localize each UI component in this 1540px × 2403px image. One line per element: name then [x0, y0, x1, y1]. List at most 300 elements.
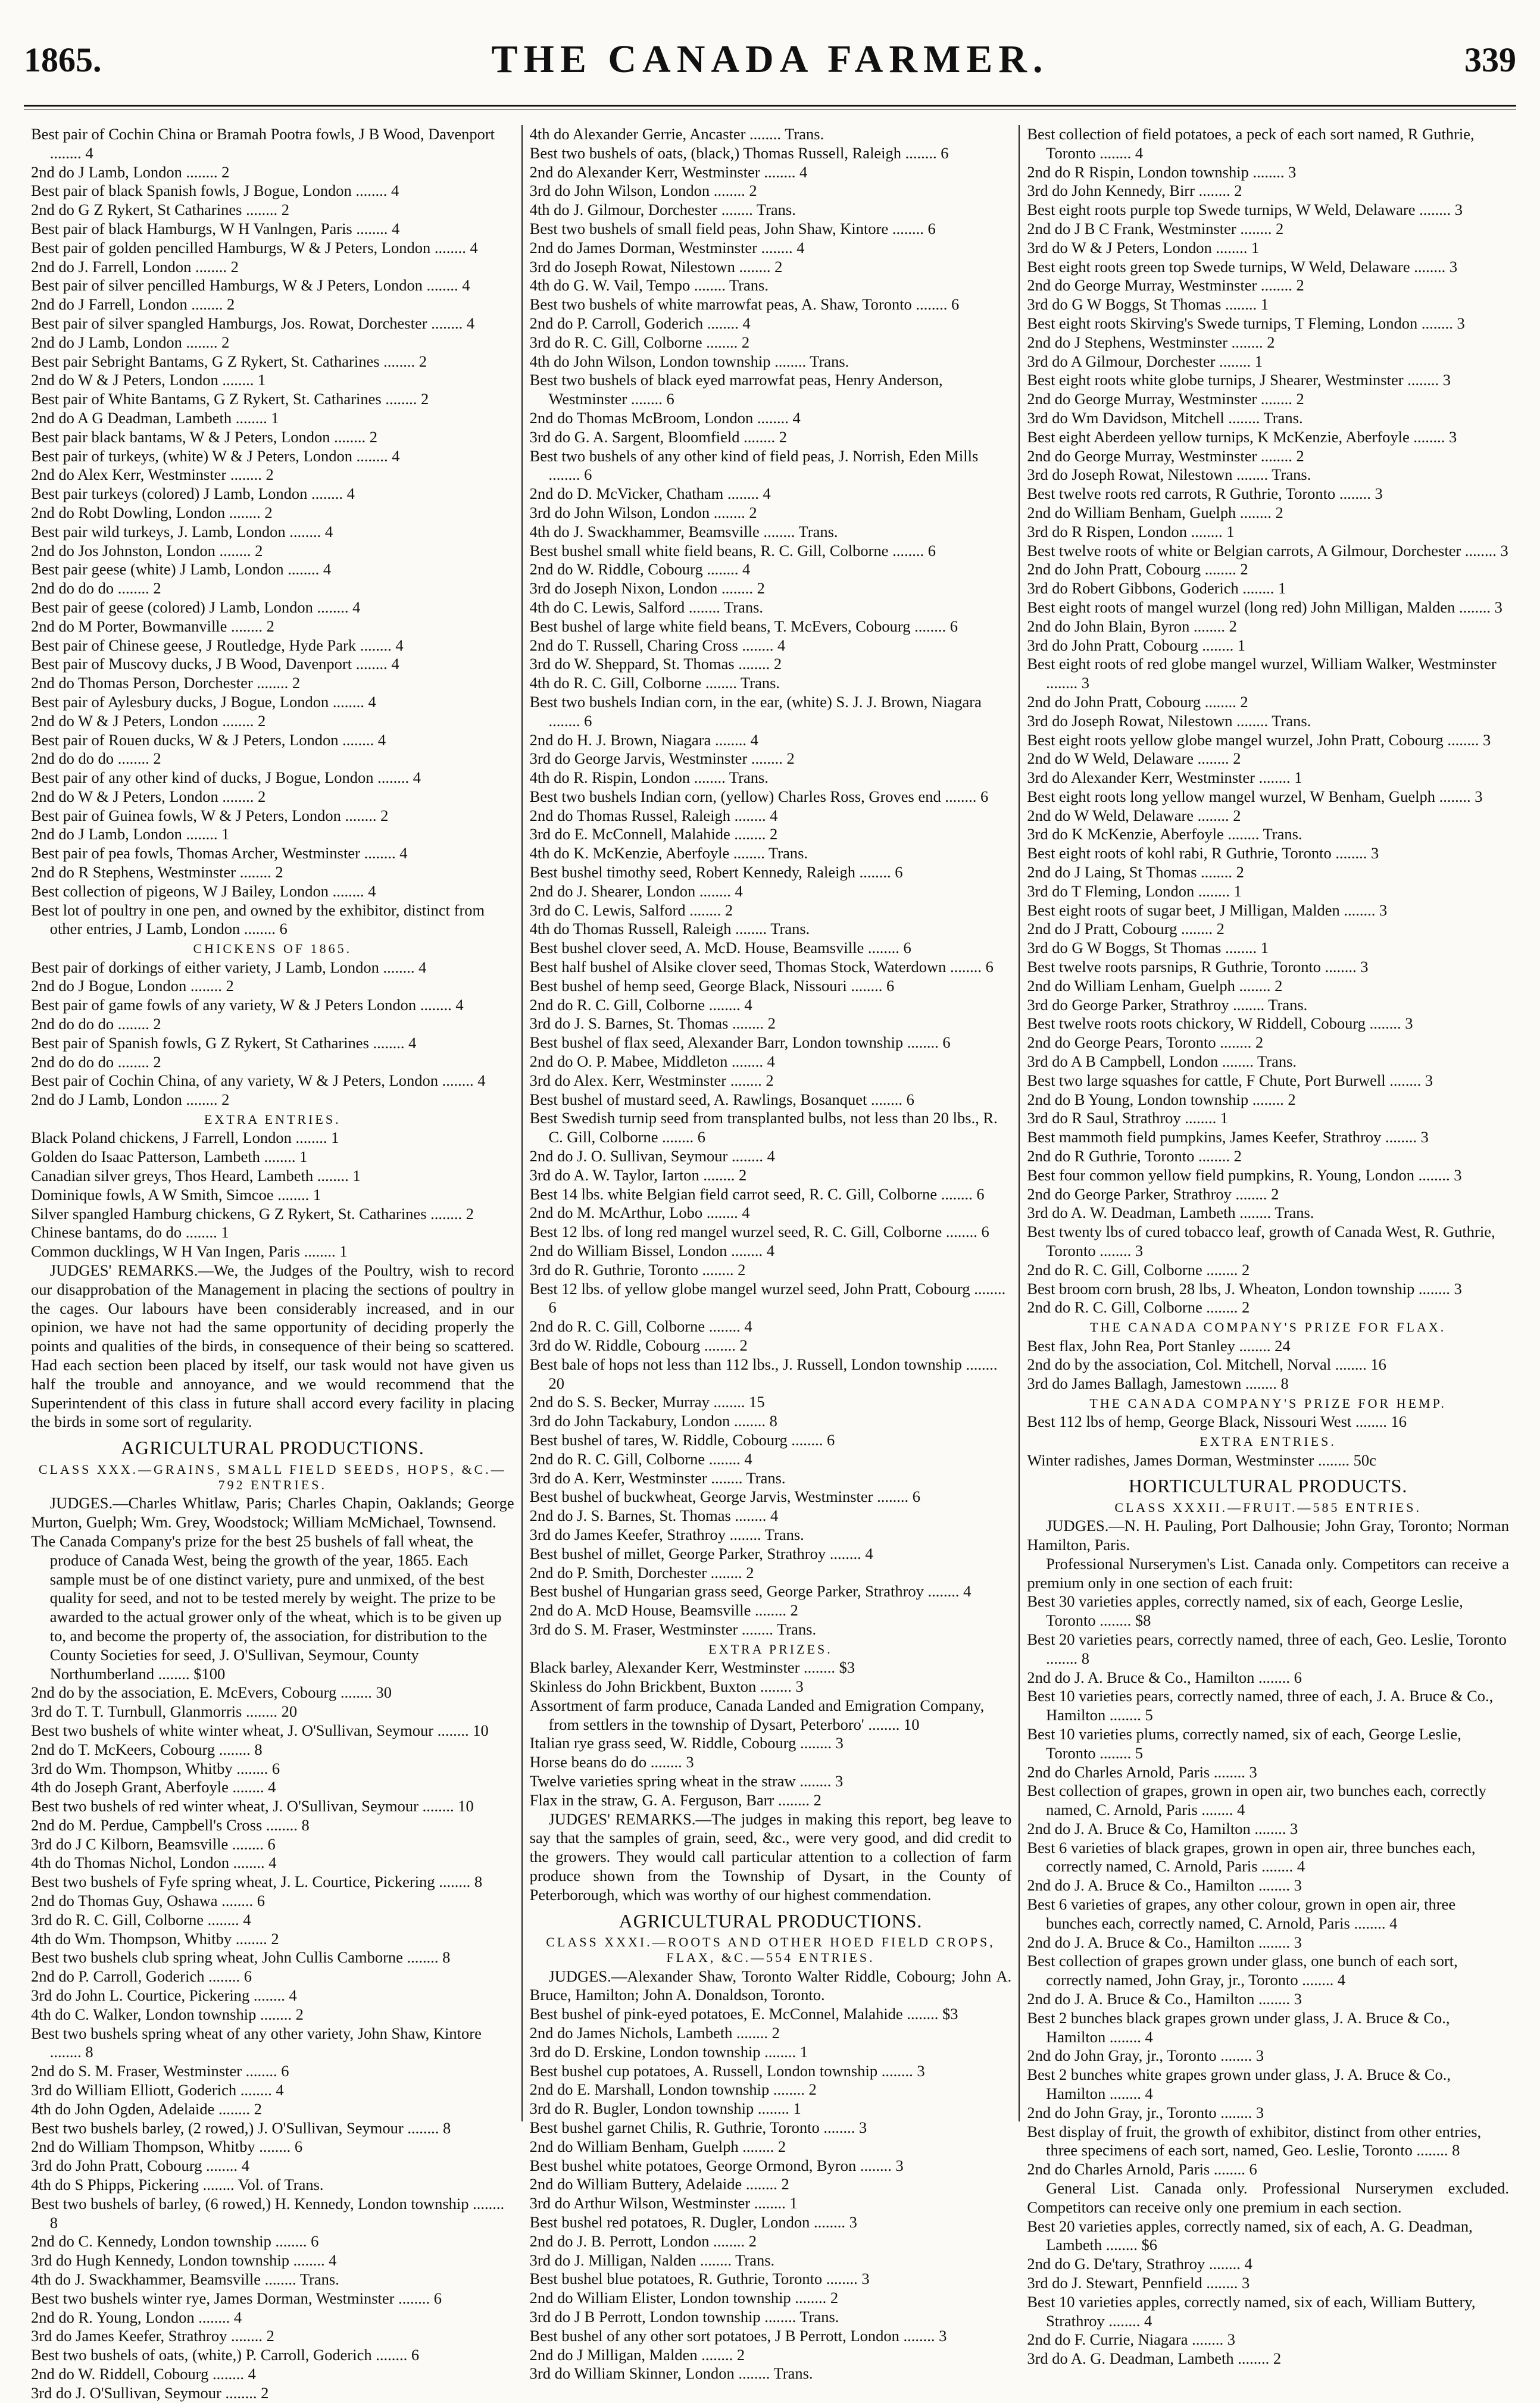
prize-entry: Best twelve roots of white or Belgian carrots, A Gilmour, Dorchester ........ 3: [1027, 541, 1508, 560]
header-rule: [24, 105, 1516, 107]
prize-entry: Best two bushels spring wheat of any other variety, John Shaw, Kintore ........ 8: [31, 2024, 482, 2061]
prize-entry: 2nd do John Blain, Byron ........ 2: [1027, 617, 1237, 635]
prize-entry: 3rd do T. T. Turnbull, Glanmorris ........ 20: [31, 1702, 298, 1721]
prize-entry: Best twenty lbs of cured tobacco leaf, growth of Canada West, R. Guthrie, Toronto ........ 3: [1027, 1223, 1495, 1260]
prize-entry: Best eight roots green top Swede turnips, W Weld, Delaware ........ 3: [1027, 257, 1458, 276]
section-heading: THE CANADA COMPANY'S PRIZE FOR FLAX.: [1090, 1320, 1447, 1335]
prize-entry: 3rd do T Fleming, London ........ 1: [1027, 882, 1242, 900]
prize-entry: Best pair of Muscovy ducks, J B Wood, Davenport ........ 4: [31, 655, 399, 673]
prize-entry: 2nd do G. De'tary, Strathroy ........ 4: [1027, 2255, 1252, 2273]
prize-entry: The Canada Company's prize for the best 25 bushels of fall wheat, the produce of Canada West, being the growth of the year, 1865. Each sample must be of one distinct variety, pure and unmixed, of the best quality for seed, and not to be tested merely by weight. The prize to be awarded to the actual grower only of the wheat, which is to be given up to, and become the property of, the association, for distribution to the County Societies for seed, J. O'Sullivan, Seymour, County Northumberland ........ $100: [31, 1532, 502, 1683]
prize-entry: 3rd do J. Stewart, Pennfield ........ 3: [1027, 2274, 1250, 2292]
prize-entry: 3rd do A Gilmour, Dorchester ........ 1: [1027, 352, 1263, 370]
prize-entry: Best Swedish turnip seed from transplanted bulbs, not less than 20 lbs., R. C. Gill, Colborne ........ 6: [529, 1109, 998, 1146]
prize-entry: 2nd do John Pratt, Cobourg ........ 2: [1027, 692, 1248, 711]
prize-entry: 3rd do G. A. Sargent, Bloomfield ........ 2: [529, 427, 787, 446]
prize-entry: Best collection of grapes grown under glass, one bunch of each sort, correctly named, John Gray, jr., Toronto ........ 4: [1027, 1952, 1458, 1989]
prize-entry: 2nd do J B C Frank, Westminster ........ 2: [1027, 219, 1284, 238]
prize-entry: 2nd do William Thompson, Whitby ........ 6: [31, 2138, 303, 2156]
prize-entry: 2nd do R. C. Gill, Colborne ........ 4: [529, 1449, 752, 1468]
page-header: [24, 24, 1516, 95]
prize-entry: 3rd do William Skinner, London ........ Trans.: [529, 2364, 813, 2383]
prize-entry: Best bushel of pink-eyed potatoes, E. McConnel, Malahide ........ $3: [529, 2005, 958, 2023]
prize-entry: 2nd do do do ........ 2: [31, 749, 161, 768]
prize-entry: Best eight roots yellow globe mangel wurzel, John Pratt, Cobourg ........ 3: [1027, 730, 1491, 749]
prize-entry: Best bushel of mustard seed, A. Rawlings, Bosanquet ........ 6: [529, 1090, 914, 1108]
prize-entry: 2nd do by the association, Col. Mitchell, Norval ........ 16: [1027, 1355, 1386, 1374]
prize-entry: Best pair of Cochin China, of any variety, W & J Peters, London ........ 4: [31, 1071, 486, 1090]
prize-entry: Best 12 lbs. of yellow globe mangel wurzel seed, John Pratt, Cobourg ........ 6: [529, 1279, 1006, 1317]
prize-entry: 3rd do A. W. Taylor, Iarton ........ 2: [529, 1165, 747, 1184]
prize-entry: 4th do S Phipps, Pickering ........ Vol. of Trans.: [31, 2176, 324, 2194]
prize-entry: 3rd do A. Kerr, Westminster ........ Trans.: [529, 1468, 786, 1487]
prize-entry: Best four common yellow field pumpkins, R. Young, London ........ 3: [1027, 1165, 1462, 1184]
prize-entry: 2nd do S. M. Fraser, Westminster ........ 6: [31, 2062, 289, 2080]
prize-entry: Best eight roots of sugar beet, J Milligan, Malden ........ 3: [1027, 901, 1388, 919]
prize-entry: 2nd do Charles Arnold, Paris ........ 6: [1027, 2160, 1257, 2179]
prize-entry: 2nd do George Murray, Westminster ........ 2: [1027, 276, 1304, 295]
prize-entry: Best two bushels club spring wheat, John Cullis Camborne ........ 8: [31, 1948, 451, 1967]
prize-entry: 3rd do James Keefer, Strathroy ........ Trans.: [529, 1525, 804, 1543]
prize-entry: Best pair black bantams, W & J Peters, London ........ 2: [31, 427, 377, 446]
prize-entry: 2nd do do do ........ 2: [31, 1052, 161, 1071]
prize-entry: Black barley, Alexander Kerr, Westminster ........ $3: [529, 1658, 855, 1677]
prize-entry: Best pair Sebright Bantams, G Z Rykert, St. Catharines ........ 2: [31, 352, 427, 370]
prize-entry: Best 6 varieties of grapes, any other colour, grown in open air, three bunches each, correctly named, C. Arnold, Paris ........ 4: [1027, 1895, 1456, 1932]
prize-entry: 2nd do J Lamb, London ........ 2: [31, 163, 230, 181]
prize-entry: Best pair of turkeys, (white) W & J Peters, London ........ 4: [31, 446, 400, 465]
prize-entry: 2nd do W Weld, Delaware ........ 2: [1027, 749, 1241, 768]
prize-entry: 3rd do G W Boggs, St Thomas ........ 1: [1027, 939, 1269, 957]
prize-entry: 2nd do J. A. Bruce & Co., Hamilton ........ 3: [1027, 1933, 1302, 1951]
prize-entry: 2nd do W. Riddle, Cobourg ........ 4: [529, 560, 751, 579]
prize-entry: Twelve varieties spring wheat in the straw ........ 3: [529, 1771, 844, 1790]
prize-entry: Best two bushels of white winter wheat, J. O'Sullivan, Seymour ........ 10: [31, 1721, 489, 1739]
prize-entry: 2nd do R Rispin, London township ........ 3: [1027, 163, 1297, 181]
prize-entry: Best pair of game fowls of any variety, W & J Peters London ........ 4: [31, 996, 464, 1014]
prize-entry: Best pair of Aylesbury ducks, J Bogue, London ........ 4: [31, 692, 376, 711]
prize-entry: 3rd do R. Guthrie, Toronto ........ 2: [529, 1260, 746, 1279]
prize-entry: Best lot of poultry in one pen, and owned by the exhibitor, distinct from other entries, J Lamb, London ........ 6: [31, 901, 485, 938]
prize-entry: 2nd do George Murray, Westminster ........ 2: [1027, 390, 1304, 408]
prize-entry: 2nd do J Milligan, Malden ........ 2: [529, 2345, 745, 2364]
section-heading: EXTRA ENTRIES.: [204, 1112, 341, 1127]
prize-entry: 2nd do John Gray, jr., Toronto ........ 3: [1027, 2103, 1264, 2121]
prize-entry: 3rd do Joseph Rowat, Nilestown ........ Trans.: [1027, 465, 1311, 484]
prize-entry: 2nd do William Bissel, London ........ 4: [529, 1242, 775, 1260]
prize-entry: 2nd do Alex Kerr, Westminster ........ 2: [31, 465, 274, 484]
prize-entry: Best twelve roots red carrots, R Guthrie, Toronto ........ 3: [1027, 485, 1383, 503]
prize-entry: Best 10 varieties pears, correctly named, three of each, J. A. Bruce & Co., Hamilton ........ 5: [1027, 1687, 1494, 1724]
prize-entry: 3rd do John Tackabury, London ........ 8: [529, 1412, 777, 1430]
prize-entry: 3rd do G W Boggs, St Thomas ........ 1: [1027, 295, 1269, 314]
prize-entry: Best eight roots purple top Swede turnips, W Weld, Delaware ........ 3: [1027, 201, 1463, 219]
prize-entry: 2nd do J. A. Bruce & Co., Hamilton ........ 6: [1027, 1668, 1302, 1686]
prize-entry: Best pair of silver pencilled Hamburgs, W & J Peters, London ........ 4: [31, 276, 470, 295]
prize-entry: 2nd do F. Currie, Niagara ........ 3: [1027, 2330, 1235, 2349]
prize-entry: 3rd do W. Riddle, Cobourg ........ 2: [529, 1336, 748, 1354]
prize-entry: 2nd do E. Marshall, London township ........ 2: [529, 2080, 817, 2099]
prize-entry: Best eight roots long yellow mangel wurzel, W Benham, Guelph ........ 3: [1027, 787, 1483, 805]
paragraph: Professional Nurserymen's List. Canada only. Competitors can receive a premium only in one section of each fruit:: [1027, 1554, 1509, 1592]
prize-entry: 3rd do A B Campbell, London ........ Trans.: [1027, 1052, 1297, 1071]
prize-entry: 3rd do Joseph Rowat, Nilestown ........ 2: [529, 257, 783, 276]
issue-year: 1865.: [24, 40, 102, 79]
prize-entry: 2nd do J Lamb, London ........ 1: [31, 825, 230, 843]
prize-entry: 2nd do P. Carroll, Goderich ........ 6: [31, 1967, 252, 1986]
prize-entry: 2nd do T. McKeers, Cobourg ........ 8: [31, 1740, 263, 1758]
prize-entry: 3rd do Alexander Kerr, Westminster ........ 1: [1027, 768, 1302, 787]
prize-entry: 3rd do James Ballagh, Jamestown ........ 8: [1027, 1374, 1289, 1393]
prize-entry: Best 10 varieties plums, correctly named, six of each, George Leslie, Toronto ........ 5: [1027, 1724, 1461, 1762]
prize-entry: 2nd do M Porter, Bowmanville ........ 2: [31, 617, 274, 635]
prize-entry: Best pair of Spanish fowls, G Z Rykert, St Catharines ........ 4: [31, 1033, 417, 1052]
prize-entry: 2nd do do do ........ 2: [31, 1015, 161, 1033]
prize-entry: Skinless do John Brickbent, Buxton ........ 3: [529, 1677, 804, 1695]
prize-entry: 3rd do John Wilson, London ........ 2: [529, 503, 757, 521]
prize-entry: 4th do Joseph Grant, Aberfoyle ........ 4: [31, 1778, 276, 1796]
prize-entry: 2nd do J Pratt, Cobourg ........ 2: [1027, 920, 1224, 938]
prize-entry: Best bushel of hemp seed, George Black, Nissouri ........ 6: [529, 976, 895, 995]
prize-entry: Best mammoth field pumpkins, James Keefer, Strathroy ........ 3: [1027, 1128, 1429, 1146]
prize-entry: Best pair of Rouen ducks, W & J Peters, London ........ 4: [31, 730, 386, 749]
prize-entry: Best pair wild turkeys, J. Lamb, London ........ 4: [31, 522, 333, 540]
prize-entry: 3rd do Hugh Kennedy, London township ........ 4: [31, 2251, 337, 2270]
prize-entry: Best two bushels winter rye, James Dorman, Westminster ........ 6: [31, 2289, 442, 2307]
prize-entry: 2nd do J Bogue, London ........ 2: [31, 977, 234, 995]
column-middle: [521, 125, 1019, 2383]
prize-entry: 2nd do B Young, London township ........ 2: [1027, 1090, 1296, 1108]
prize-entry: Best bushel of flax seed, Alexander Barr, London township ........ 6: [529, 1033, 951, 1052]
prize-entry: 3rd do Arthur Wilson, Westminster ........ 1: [529, 2194, 798, 2213]
prize-entry: 2nd do R. Young, London ........ 4: [31, 2308, 242, 2326]
prize-entry: 3rd do Wm Davidson, Mitchell ........ Trans.: [1027, 408, 1303, 427]
prize-entry: 3rd do C. Lewis, Salford ........ 2: [529, 901, 733, 919]
prize-entry: Best collection of pigeons, W J Bailey, London ........ 4: [31, 882, 376, 900]
prize-entry: Assortment of farm produce, Canada Landed and Emigration Company, from settlers in the township of Dysart, Peterboro' ........ 10: [529, 1696, 985, 1733]
prize-entry: Best bushel of Hungarian grass seed, George Parker, Strathroy ........ 4: [529, 1582, 972, 1601]
prize-entry: 2nd do James Dorman, Westminster ........ 4: [529, 238, 805, 257]
prize-entry: 4th do K. McKenzie, Aberfoyle ........ Trans.: [529, 844, 808, 863]
section-heading: AGRICULTURAL PRODUCTIONS.: [120, 1437, 424, 1459]
prize-entry: 4th do John Ogden, Adelaide ........ 2: [31, 2099, 262, 2118]
prize-entry: Best pair of black Hamburgs, W H Vanlngen, Paris ........ 4: [31, 219, 400, 238]
prize-entry: Italian rye grass seed, W. Riddle, Cobourg ........ 3: [529, 1734, 844, 1752]
prize-entry: 2nd do R. C. Gill, Colborne ........ 4: [529, 995, 752, 1014]
prize-entry: 2nd do W. Riddell, Cobourg ........ 4: [31, 2365, 256, 2383]
prize-entry: Best eight Aberdeen yellow turnips, K McKenzie, Aberfoyle ........ 3: [1027, 427, 1457, 446]
prize-entry: Best bushel of large white field beans, T. McEvers, Cobourg ........ 6: [529, 617, 958, 635]
section-heading: CLASS XXXII.—FRUIT.—585 ENTRIES.: [1114, 1499, 1422, 1515]
section-heading: CHICKENS OF 1865.: [193, 941, 352, 957]
prize-entry: 2nd do H. J. Brown, Niagara ........ 4: [529, 730, 758, 749]
prize-entry: Best collection of grapes, grown in open air, two bunches each, correctly named, C. Arnold, Paris ........ 4: [1027, 1782, 1486, 1819]
prize-entry: Best 14 lbs. white Belgian field carrot seed, R. C. Gill, Colborne ........ 6: [529, 1185, 985, 1203]
prize-entry: Best pair of black Spanish fowls, J Bogue, London ........ 4: [31, 182, 399, 200]
prize-entry: 2nd do J Farrell, London ........ 2: [31, 295, 235, 314]
section-heading: HORTICULTURAL PRODUCTS.: [1128, 1475, 1408, 1497]
prize-entry: 4th do J. Swackhammer, Beamsville ........ Trans.: [529, 522, 838, 540]
prize-entry: Best pair of geese (colored) J Lamb, London ........ 4: [31, 598, 361, 616]
prize-entry: 3rd do William Elliott, Goderich ........ 4: [31, 2081, 284, 2099]
prize-entry: 2nd do Thomas Russel, Raleigh ........ 4: [529, 806, 778, 824]
prize-entry: Best two bushels of white marrowfat peas, A. Shaw, Toronto ........ 6: [529, 295, 960, 314]
prize-entry: 2nd do M. McArthur, Lobo ........ 4: [529, 1204, 750, 1222]
prize-entry: 3rd do Joseph Rowat, Nilestown ........ Trans.: [1027, 711, 1311, 730]
prize-entry: Best bushel of buckwheat, George Jarvis, Westminster ........ 6: [529, 1488, 920, 1506]
prize-entry: 2nd do P. Smith, Dorchester ........ 2: [529, 1563, 754, 1582]
prize-entry: Best two bushels of red winter wheat, J. O'Sullivan, Seymour ........ 10: [31, 1797, 474, 1815]
paragraph: JUDGES' REMARKS.—We, the Judges of the Poultry, wish to record our disapprobation of the Management in placing the sections of poultry in the cages. Our labours have been considerably increased, and in our opinion, we have not had the same opportunity of deciding properly the points and qualities of the birds, in consequence of their being so scattered. Had each section been placed by itself, our task would not have given us half the trouble and annoyance, and we would recommend that the Superintendent of this class in future shall accord every facility in placing the birds in some sort of regularity.: [31, 1261, 514, 1431]
prize-entry: 3rd do George Jarvis, Westminster ........ 2: [529, 749, 795, 768]
prize-entry: 3rd do Joseph Nixon, London ........ 2: [529, 579, 765, 598]
prize-entry: 2nd do J. A. Bruce & Co, Hamilton ........ 3: [1027, 1819, 1298, 1838]
prize-entry: Horse beans do do ........ 3: [529, 1753, 694, 1771]
paragraph: JUDGES' REMARKS.—The judges in making this report, beg leave to say that the samples of grain, seed, &c., were very good, and did credit to the growers. They would call particular attention to a collection of farm produce shown from the Township of Dysart, in the County of Peterborough, which was worthy of our highest commendation.: [529, 1810, 1012, 1904]
prize-entry: 2nd do Charles Arnold, Paris ........ 3: [1027, 1763, 1257, 1781]
prize-entry: Silver spangled Hamburg chickens, G Z Rykert, St. Catharines ........ 2: [31, 1204, 474, 1223]
prize-entry: 3rd do J B Perrott, London township ........ Trans.: [529, 2308, 839, 2326]
prize-entry: 2nd do J. A. Bruce & Co., Hamilton ........ 3: [1027, 1876, 1302, 1895]
prize-entry: 3rd do John Pratt, Cobourg ........ 4: [31, 2157, 249, 2175]
prize-entry: 2nd do R. C. Gill, Colborne ........ 2: [1027, 1298, 1250, 1317]
prize-entry: 3rd do S. M. Fraser, Westminster ........ Trans.: [529, 1620, 817, 1638]
prize-entry: 2nd do W & J Peters, London ........ 2: [31, 711, 266, 730]
prize-entry: Best two bushels Indian corn, in the ear, (white) S. J. J. Brown, Niagara ........ 6: [529, 692, 982, 730]
prize-entry: Best bushel blue potatoes, R. Guthrie, Toronto ........ 3: [529, 2270, 870, 2288]
prize-entry: Best 12 lbs. of long red mangel wurzel seed, R. C. Gill, Colborne ........ 6: [529, 1223, 989, 1241]
prize-entry: 2nd do William Benham, Guelph ........ 2: [1027, 503, 1283, 521]
prize-entry: Best pair of dorkings of either variety, J Lamb, London ........ 4: [31, 958, 427, 976]
prize-entry: 2nd do James Nichols, Lambeth ........ 2: [529, 2024, 780, 2042]
prize-entry: Best bushel red potatoes, R. Dugler, London ........ 3: [529, 2213, 857, 2232]
prize-entry: 4th do C. Lewis, Salford ........ Trans.: [529, 598, 764, 616]
prize-entry: Best bushel cup potatoes, A. Russell, London township ........ 3: [529, 2061, 925, 2080]
prize-entry: 2nd do R Stephens, Westminster ........ 2: [31, 863, 283, 882]
prize-entry: 3rd do R Rispen, London ........ 1: [1027, 522, 1235, 540]
prize-entry: Best two bushels barley, (2 rowed,) J. O'Sullivan, Seymour ........ 8: [31, 2118, 451, 2137]
prize-entry: 2nd do John Gray, jr., Toronto ........ 3: [1027, 2046, 1264, 2065]
prize-entry: 2nd do T. Russell, Charing Cross ........ 4: [529, 636, 786, 654]
prize-entry: 3rd do George Parker, Strathroy ........ Trans.: [1027, 995, 1308, 1014]
prize-entry: 2nd do W Weld, Delaware ........ 2: [1027, 806, 1241, 824]
prize-entry: 3rd do James Keefer, Strathroy ........ 2: [31, 2327, 274, 2345]
publication-title: THE CANADA FARMER.: [491, 38, 1049, 81]
prize-entry: 3rd do E. McConnell, Malahide ........ 2: [529, 825, 778, 843]
prize-entry: 3rd do John Wilson, London ........ 2: [529, 182, 757, 200]
prize-entry: 2nd do Robt Dowling, London ........ 2: [31, 503, 273, 521]
prize-entry: Best eight roots of red globe mangel wurzel, William Walker, Westminster ........ 3: [1027, 655, 1497, 692]
prize-entry: 2nd do William Lenham, Guelph ........ 2: [1027, 976, 1283, 995]
prize-entry: Best 2 bunches white grapes grown under glass, J. A. Bruce & Co., Hamilton ........ 4: [1027, 2065, 1451, 2103]
prize-entry: 2nd do M. Perdue, Campbell's Cross ........ 8: [31, 1815, 310, 1834]
prize-entry: 3rd do Alex. Kerr, Westminster ........ 2: [529, 1071, 774, 1089]
prize-entry: 2nd do J. S. Barnes, St. Thomas ........ 4: [529, 1507, 779, 1525]
prize-entry: 2nd do S. S. Becker, Murray ........ 15: [529, 1393, 765, 1411]
prize-entry: 2nd do John Pratt, Cobourg ........ 2: [1027, 560, 1248, 579]
section-heading: CLASS XXXI.—ROOTS AND OTHER HOED FIELD CROPS, FLAX, &C.—554 ENTRIES.: [546, 1934, 995, 1965]
prize-entry: Best two bushels of any other kind of field peas, J. Norrish, Eden Mills ........ 6: [529, 446, 979, 484]
paragraph: JUDGES.—N. H. Pauling, Port Dalhousie; John Gray, Toronto; Norman Hamilton, Paris.: [1027, 1517, 1509, 1554]
prize-entry: 2nd do R Guthrie, Toronto ........ 2: [1027, 1147, 1242, 1165]
prize-entry: Best pair turkeys (colored) J Lamb, London ........ 4: [31, 485, 355, 503]
prize-entry: 2nd do A. McD House, Beamsville ........ 2: [529, 1601, 798, 1620]
prize-entry: 2nd do R. C. Gill, Colborne ........ 4: [529, 1317, 752, 1336]
prize-entry: Best two large squashes for cattle, F Chute, Port Burwell ........ 3: [1027, 1071, 1433, 1089]
prize-entry: Best two bushels of oats, (white,) P. Carroll, Goderich ........ 6: [31, 2346, 420, 2364]
prize-entry: 2nd do George Murray, Westminster ........ 2: [1027, 446, 1304, 465]
prize-entry: 2nd do do do ........ 2: [31, 579, 161, 598]
column-right: [1019, 125, 1516, 2368]
prize-entry: Best two bushels of small field peas, John Shaw, Kintore ........ 6: [529, 219, 936, 238]
prize-entry: Black Poland chickens, J Farrell, London ........ 1: [31, 1129, 339, 1147]
prize-entry: 2nd do Thomas Guy, Oshawa ........ 6: [31, 1892, 265, 1910]
prize-entry: Best 20 varieties pears, correctly named, three of each, Geo. Leslie, Toronto ........ 8: [1027, 1630, 1507, 1667]
prize-entry: 4th do R. C. Gill, Colborne ........ Trans.: [529, 674, 780, 692]
prize-entry: Best 20 varieties apples, correctly named, six of each, A. G. Deadman, Lambeth ........ $6: [1027, 2217, 1473, 2254]
page-number: 339: [1464, 40, 1516, 79]
prize-entry: 2nd do by the association, E. McEvers, Cobourg ........ 30: [31, 1683, 392, 1702]
prize-entry: Best broom corn brush, 28 lbs, J. Wheaton, London township ........ 3: [1027, 1279, 1462, 1298]
prize-entry: 3rd do R. C. Gill, Colborne ........ 4: [31, 1910, 251, 1929]
prize-entry: 2nd do R. C. Gill, Colborne ........ 2: [1027, 1260, 1250, 1279]
prize-entry: 3rd do John Pratt, Cobourg ........ 1: [1027, 636, 1246, 654]
prize-entry: 2nd do George Parker, Strathroy ........ 2: [1027, 1185, 1279, 1203]
prize-entry: 2nd do W & J Peters, London ........ 1: [31, 371, 266, 389]
prize-entry: 2nd do William Elister, London township ........ 2: [529, 2289, 839, 2307]
prize-entry: Best bushel white potatoes, George Ormond, Byron ........ 3: [529, 2156, 904, 2174]
paragraph: JUDGES.—Charles Whitlaw, Paris; Charles Chapin, Oaklands; George Murton, Guelph; Wm. Grey, Woodstock; William McMichael, Townsend.: [31, 1494, 514, 1532]
prize-entry: 4th do G. W. Vail, Tempo ........ Trans.: [529, 276, 769, 295]
prize-entry: Best half bushel of Alsike clover seed, Thomas Stock, Waterdown ........ 6: [529, 958, 994, 976]
prize-entry: 3rd do J. Milligan, Nalden ........ Trans.: [529, 2251, 775, 2269]
prize-entry: Best bushel timothy seed, Robert Kennedy, Raleigh ........ 6: [529, 863, 903, 882]
prize-entry: Dominique fowls, A W Smith, Simcoe ........ 1: [31, 1185, 321, 1204]
prize-entry: Golden do Isaac Patterson, Lambeth ........ 1: [31, 1148, 308, 1166]
prize-entry: Common ducklings, W H Van Ingen, Paris ........ 1: [31, 1242, 348, 1261]
prize-entry: 3rd do W. Sheppard, St. Thomas ........ 2: [529, 655, 782, 673]
prize-entry: Best pair of any other kind of ducks, J Bogue, London ........ 4: [31, 768, 421, 787]
prize-entry: Best two bushels of oats, (black,) Thomas Russell, Raleigh ........ 6: [529, 143, 949, 162]
prize-entry: 2nd do George Pears, Toronto ........ 2: [1027, 1033, 1264, 1052]
prize-entry: Best bushel clover seed, A. McD. House, Beamsville ........ 6: [529, 939, 911, 957]
prize-entry: Best 112 lbs of hemp, George Black, Nissouri West ........ 16: [1027, 1413, 1407, 1431]
prize-entry: 2nd do Jos Johnston, London ........ 2: [31, 541, 263, 560]
prize-entry: 3rd do K McKenzie, Aberfoyle ........ Trans.: [1027, 825, 1302, 843]
prize-entry: Canadian silver greys, Thos Heard, Lambeth ........ 1: [31, 1167, 361, 1185]
text-columns: [24, 125, 1516, 2402]
prize-entry: Best 30 varieties apples, correctly named, six of each, George Leslie, Toronto ........ $8: [1027, 1592, 1463, 1630]
paragraph: JUDGES.—Alexander Shaw, Toronto Walter Riddle, Cobourg; John A. Bruce, Hamilton; John A. Donaldson, Toronto.: [529, 1967, 1012, 2004]
prize-entry: Best two bushels Indian corn, (yellow) Charles Ross, Groves end ........ 6: [529, 787, 989, 805]
prize-entry: 2nd do C. Kennedy, London township ........ 6: [31, 2232, 319, 2251]
prize-entry: Best pair of pea fowls, Thomas Archer, Westminster ........ 4: [31, 844, 408, 863]
prize-entry: 2nd do J. A. Bruce & Co., Hamilton ........ 3: [1027, 1990, 1302, 2008]
prize-entry: 4th do Wm. Thompson, Whitby ........ 2: [31, 1929, 279, 1948]
prize-entry: Best eight roots white globe turnips, J Shearer, Westminster ........ 3: [1027, 371, 1451, 389]
prize-entry: 2nd do J. O. Sullivan, Seymour ........ 4: [529, 1147, 775, 1165]
prize-entry: 2nd do G Z Rykert, St Catharines ........ 2: [31, 201, 289, 219]
prize-entry: Best two bushels of barley, (6 rowed,) H. Kennedy, London township ........ 8: [31, 2194, 505, 2232]
prize-entry: 2nd do J. Farrell, London ........ 2: [31, 257, 239, 276]
prize-entry: 4th do Thomas Russell, Raleigh ........ Trans.: [529, 920, 810, 938]
prize-entry: Best pair of Cochin China or Bramah Pootra fowls, J B Wood, Davenport ........ 4: [31, 125, 495, 162]
prize-entry: 2nd do O. P. Mabee, Middleton ........ 4: [529, 1052, 775, 1071]
prize-entry: Best display of fruit, the growth of exhibitor, distinct from other entries, three specimens of each sort, named, Geo. Leslie, Toronto ........ 8: [1027, 2122, 1482, 2160]
prize-entry: Best eight roots Skirving's Swede turnips, T Fleming, London ........ 3: [1027, 314, 1465, 332]
prize-entry: Best collection of field potatoes, a peck of each sort named, R Guthrie, Toronto ........ 4: [1027, 125, 1475, 162]
prize-entry: Best 10 varieties apples, correctly named, six of each, William Buttery, Strathroy ........ 4: [1027, 2292, 1476, 2330]
prize-entry: 2nd do J. B. Perrott, London ........ 2: [529, 2232, 757, 2250]
prize-entry: 3rd do W & J Peters, London ........ 1: [1027, 238, 1260, 257]
prize-entry: 4th do C. Walker, London township ........ 2: [31, 2005, 304, 2023]
prize-entry: 4th do Alexander Gerrie, Ancaster ........ Trans.: [529, 125, 824, 143]
prize-entry: Best pair of White Bantams, G Z Rykert, St. Catharines ........ 2: [31, 390, 429, 408]
prize-entry: Best bushel small white field beans, R. C. Gill, Colborne ........ 6: [529, 541, 936, 560]
prize-entry: 2nd do Alexander Kerr, Westminster ........ 4: [529, 163, 808, 181]
prize-entry: Best two bushels of black eyed marrowfat peas, Henry Anderson, Westminster ........ 6: [529, 371, 943, 408]
prize-entry: 2nd do J Laing, St Thomas ........ 2: [1027, 863, 1244, 882]
prize-entry: 3rd do A. G. Deadman, Lambeth ........ 2: [1027, 2349, 1282, 2368]
prize-entry: Winter radishes, James Dorman, Westminster ........ 50c: [1027, 1451, 1376, 1469]
prize-entry: Best 6 varieties of black grapes, grown in open air, three bunches each, correctly named, C. Arnold, Paris ........ 4: [1027, 1838, 1476, 1876]
prize-entry: 2nd do A G Deadman, Lambeth ........ 1: [31, 408, 279, 427]
prize-entry: Best eight roots of mangel wurzel (long red) John Milligan, Malden ........ 3: [1027, 598, 1502, 616]
prize-entry: 2nd do P. Carroll, Goderich ........ 4: [529, 314, 751, 332]
prize-entry: 3rd do J. O'Sullivan, Seymour ........ 2: [31, 2383, 269, 2402]
section-heading: AGRICULTURAL PRODUCTIONS.: [619, 1910, 923, 1932]
prize-entry: 3rd do A. W. Deadman, Lambeth ........ Trans.: [1027, 1204, 1314, 1222]
prize-entry: 3rd do R. C. Gill, Colborne ........ 2: [529, 333, 750, 351]
prize-entry: 2nd do J. Shearer, London ........ 4: [529, 882, 743, 900]
prize-entry: 4th do John Wilson, London township ........ Trans.: [529, 352, 849, 370]
prize-entry: Best two bushels of Fyfe spring wheat, J. L. Courtice, Pickering ........ 8: [31, 1873, 483, 1891]
prize-entry: 3rd do John L. Courtice, Pickering ........ 4: [31, 1986, 297, 2005]
section-heading: EXTRA ENTRIES.: [1199, 1434, 1336, 1449]
prize-entry: 3rd do J C Kilborn, Beamsville ........ 6: [31, 1835, 276, 1853]
prize-entry: 4th do J. Swackhammer, Beamsville ........ Trans.: [31, 2270, 339, 2289]
section-heading: CLASS XXX.—GRAINS, SMALL FIELD SEEDS, HOPS, &C.—792 ENTRIES.: [38, 1461, 507, 1492]
prize-entry: 3rd do D. Erskine, London township ........ 1: [529, 2042, 808, 2061]
prize-entry: 2nd do J Lamb, London ........ 2: [31, 1090, 230, 1109]
prize-entry: Best twelve roots roots chickory, W Riddell, Cobourg ........ 3: [1027, 1014, 1413, 1033]
prize-entry: 4th do J. Gilmour, Dorchester ........ Trans.: [529, 201, 796, 219]
prize-entry: Best twelve roots parsnips, R Guthrie, Toronto ........ 3: [1027, 958, 1369, 976]
prize-entry: Best pair of golden pencilled Hamburgs, W & J Peters, London ........ 4: [31, 238, 478, 257]
column-left: [24, 125, 521, 2402]
prize-entry: 3rd do Robert Gibbons, Goderich ........ 1: [1027, 579, 1286, 598]
prize-entry: 3rd do John Kennedy, Birr ........ 2: [1027, 182, 1242, 200]
prize-entry: Best bushel of millet, George Parker, Strathroy ........ 4: [529, 1544, 873, 1563]
prize-entry: 2nd do J Lamb, London ........ 2: [31, 333, 230, 351]
prize-entry: Best eight roots of kohl rabi, R Guthrie, Toronto ........ 3: [1027, 844, 1379, 863]
prize-entry: Best pair of silver spangled Hamburgs, Jos. Rowat, Dorchester ........ 4: [31, 314, 475, 332]
prize-entry: Best bushel of any other sort potatoes, J B Perrott, London ........ 3: [529, 2326, 947, 2345]
prize-entry: Best bushel of tares, W. Riddle, Cobourg ........ 6: [529, 1430, 835, 1449]
prize-entry: 2nd do Thomas McBroom, London ........ 4: [529, 408, 801, 427]
prize-entry: 2nd do William Benham, Guelph ........ 2: [529, 2137, 786, 2155]
section-heading: EXTRA PRIZES.: [708, 1641, 833, 1657]
prize-entry: Best bale of hops not less than 112 lbs., J. Russell, London township ........ 20: [529, 1355, 998, 1392]
prize-entry: 2nd do Thomas Person, Dorchester ........ 2: [31, 674, 301, 692]
prize-entry: Best pair geese (white) J Lamb, London ........ 4: [31, 560, 332, 579]
prize-entry: Best flax, John Rea, Port Stanley ........ 24: [1027, 1336, 1291, 1355]
prize-entry: Flax in the straw, G. A. Ferguson, Barr ........ 2: [529, 1790, 821, 1809]
prize-entry: Best pair of Chinese geese, J Routledge, Hyde Park ........ 4: [31, 636, 404, 654]
prize-entry: Best 2 bunches black grapes grown under glass, J. A. Bruce & Co., Hamilton ........ 4: [1027, 2008, 1450, 2046]
prize-entry: 3rd do Wm. Thompson, Whitby ........ 6: [31, 1759, 280, 1777]
prize-entry: Chinese bantams, do do ........ 1: [31, 1223, 229, 1242]
